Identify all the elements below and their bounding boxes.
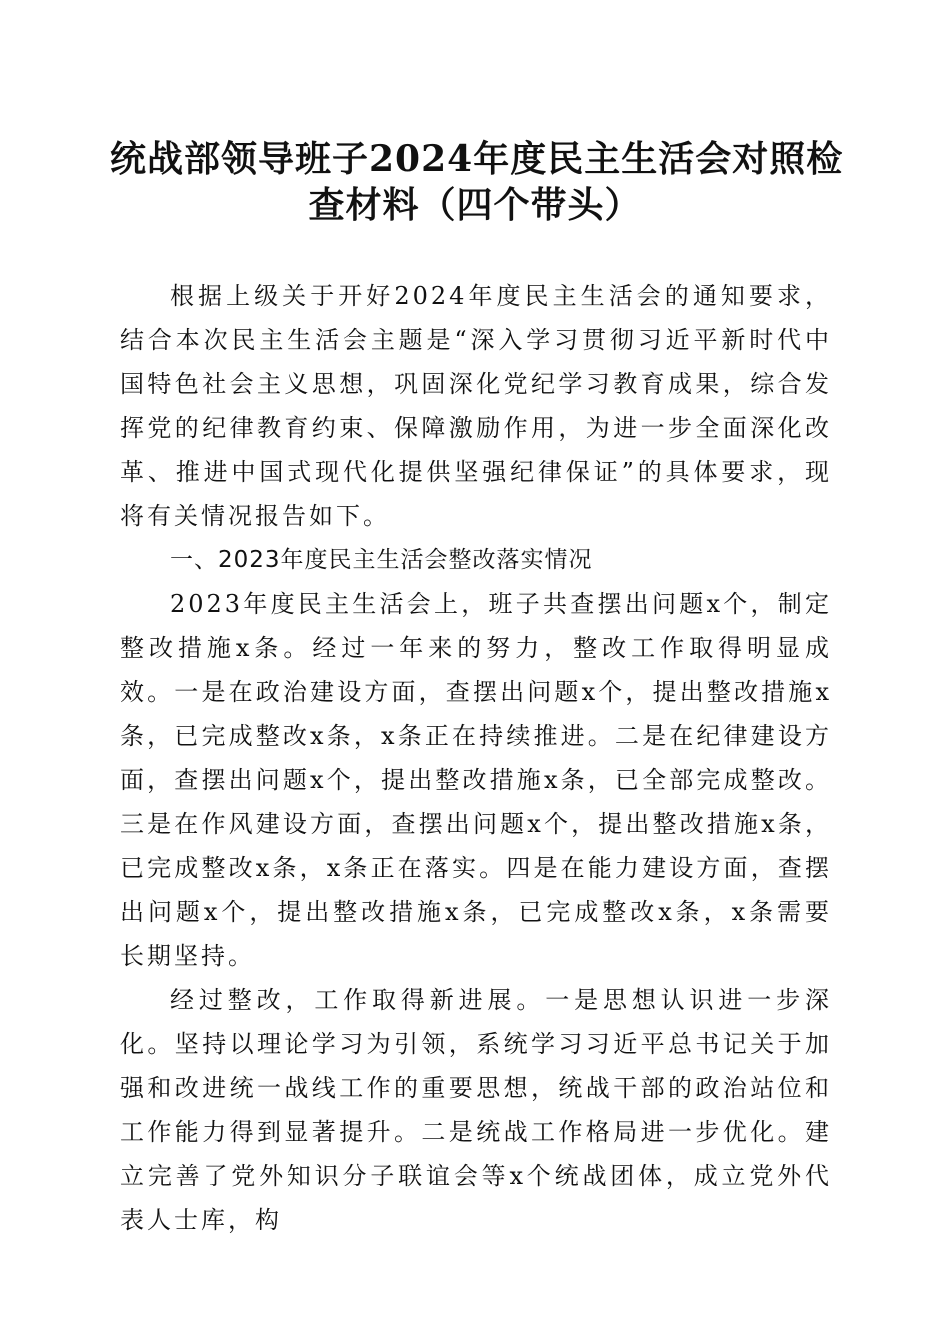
document-body	[120, 274, 832, 1242]
title-line-2: 查材料（四个带头）	[308, 184, 642, 226]
document-title	[110, 136, 844, 228]
section1-paragraph-2: 经过整改，工作取得新进展。一是思想认识进一步深化。坚持以理论学习为引领，系统学习习近平总书记关于加强和改进统一战线工作的重要思想，统战干部的政治站位和工作能力得到显著提升。二是统战工作格局进一步优化。建立完善了党外知识分子联谊会等x个统战团体，成立党外代表人士库，构	[120, 986, 832, 1234]
section-heading-1: 一、2023年度民主生活会整改落实情况	[170, 547, 593, 573]
title-line-1: 统战部领导班子2024年度民主生活会对照检	[110, 138, 844, 180]
section1-paragraph-1: 2023年度民主生活会上，班子共查摆出问题x个，制定整改措施x条。经过一年来的努力，整改工作取得明显成效。一是在政治建设方面，查摆出问题x个，提出整改措施x条，已完成整改x条，x条正在持续推进。二是在纪律建设方面，查摆出问题x个，提出整改措施x条，已全部完成整改。三是在作风建设方面，查摆出问题x个，提出整改措施x条，已完成整改x条，x条正在落实。四是在能力建设方面，查摆出问题x个，提出整改措施x条，已完成整改x条，x条需要长期坚持。	[120, 590, 832, 970]
intro-paragraph: 根据上级关于开好2024年度民主生活会的通知要求，结合本次民主生活会主题是“深入学习贯彻习近平新时代中国特色社会主义思想，巩固深化党纪学习教育成果，综合发挥党的纪律教育约束、保障激励作用，为进一步全面深化改革、推进中国式现代化提供坚强纪律保证”的具体要求，现将有关情况报告如下。	[120, 282, 832, 530]
